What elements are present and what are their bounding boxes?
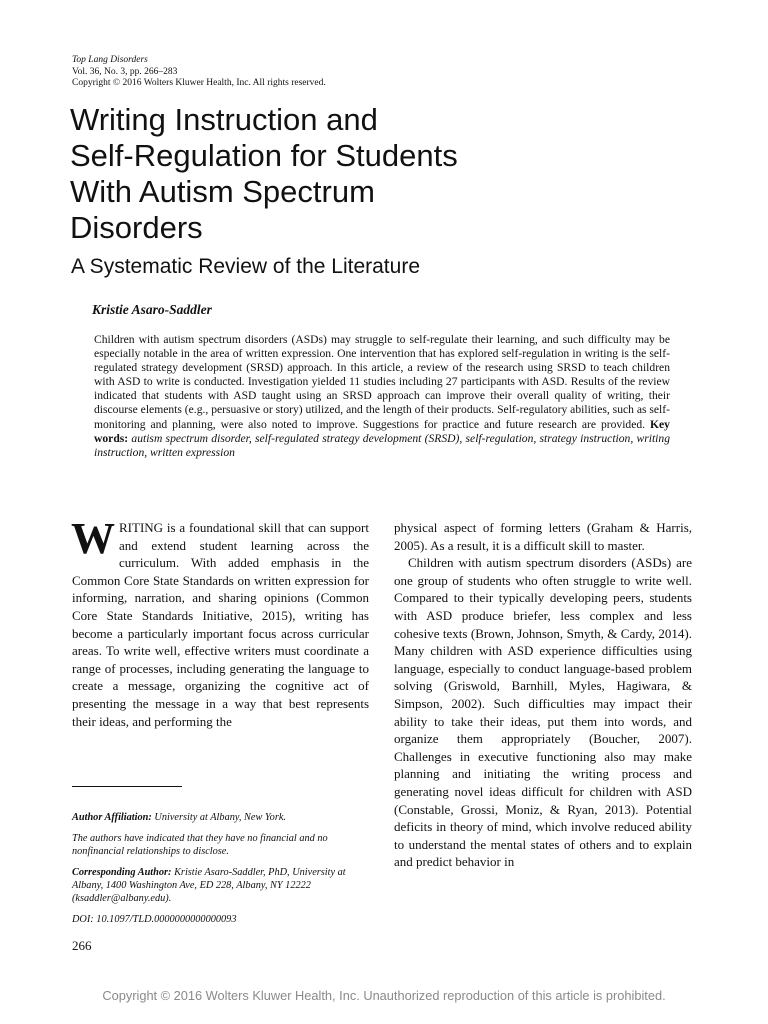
- corresponding-text: Kristie Asaro-Saddler, PhD, University at Albany, 1400 Washington Ave, ED 228, Albany, NY 12222 (ksaddler@albany.edu).: [72, 867, 346, 904]
- title-line: With Autism Spectrum: [70, 174, 375, 209]
- affiliation-label: Author Affiliation:: [72, 812, 152, 823]
- article-subtitle: A Systematic Review of the Literature: [71, 255, 420, 278]
- dropcap: W: [71, 514, 115, 563]
- paragraph: Children with autism spectrum disorders (ASDs) are one group of students who often struggle to write well. Compared to their typically developing peers, students with ASD produce briefer, less complex and less cohesive texts (Brown, Johnson, Smyth, & Cardy, 2014). Many children with ASD experience difficulties using language, especially to conduct language-based problem solving (Griswold, Barnhill, Myles, Hagiwara, & Simpson, 2002). Such difficulties may impact their ability to take their ideas, put them into words, and organize them appropriately (Boucher, 2007). Challenges in executive functioning also may make planning and initiating the writing process and generating novel ideas difficult for children with ASD (Constable, Grossi, Moniz, & Ryan, 2013). Potential deficits in theory of mind, which involve reduced ability to understand the mental states of others and to explain and predict behavior in: [394, 555, 692, 870]
- title-line: Self-Regulation for Students: [70, 138, 458, 173]
- affiliation-note: [72, 811, 372, 824]
- abstract-text: Children with autism spectrum disorders (ASDs) may struggle to self-regulate their learning, and such difficulty may be especially notable in the area of written expression. One intervention that has explored self-regulation in writing is the self-regulated strategy development (SRSD) approach. In this article, a review of the research using SRSD to teach children with ASD to write is conducted. Investigation yielded 11 studies including 27 participants with ASD. Results of the review indicated that students with ASD taught using an SRSD approach can improve their overall quality of writing, their discourse elements (e.g., persuasive or story) utilized, and the length of their products. Self-regulatory abilities, such as self-monitoring and planning, were also noted to improve. Suggestions for practice and future research are provided.: [94, 333, 670, 431]
- journal-copyright: Copyright © 2016 Wolters Kluwer Health, Inc. All rights reserved.: [72, 78, 326, 88]
- article-title: [70, 102, 710, 246]
- paragraph: physical aspect of forming letters (Graham & Harris, 2005). As a result, it is a difficult skill to master.: [394, 520, 692, 553]
- doi-note: DOI: 10.1097/TLD.0000000000000093: [72, 914, 237, 925]
- body-column-left: [71, 514, 369, 730]
- paragraph: [71, 514, 369, 730]
- body-column-right: [394, 519, 692, 871]
- keywords-label: Key words:: [94, 417, 670, 445]
- copyright-footer: Copyright © 2016 Wolters Kluwer Health, Inc. Unauthorized reproduction of this article is prohibited.: [102, 988, 666, 1003]
- corresponding-label: Corresponding Author:: [72, 867, 172, 878]
- author-name: Kristie Asaro-Saddler: [92, 302, 212, 317]
- journal-header: [72, 55, 326, 90]
- footnote-rule: [72, 786, 182, 787]
- author-notes: [72, 811, 372, 934]
- keywords: autism spectrum disorder, self-regulated strategy development (SRSD), self-regulation, strategy instruction, writing instruction, written expression: [94, 431, 670, 459]
- disclosure-note: The authors have indicated that they have no financial and no nonfinancial relationships to disclose.: [72, 833, 328, 857]
- affiliation-text: University at Albany, New York.: [154, 812, 286, 823]
- corresponding-note: [72, 866, 372, 905]
- journal-volume: Vol. 36, No. 3, pp. 266–283: [72, 66, 178, 77]
- journal-name: Top Lang Disorders: [72, 55, 148, 65]
- paragraph-text: RITING is a foundational skill that can support and extend student learning across the curriculum. With added emphasis in the Common Core State Standards on written expression for informing, narration, and sharing opinions (Common Core State Standards Initiative, 2015), writing has become a particularly important focus across curricular areas. To write well, effective writers must coordinate a range of processes, including generating the language to create a message, organizing the cognitive act of presenting the message in a way that best represents their ideas, and performing the: [72, 520, 369, 729]
- abstract: [94, 333, 670, 460]
- page-number: 266: [72, 938, 92, 953]
- title-line: Disorders: [70, 210, 203, 245]
- title-line: Writing Instruction and: [70, 102, 378, 137]
